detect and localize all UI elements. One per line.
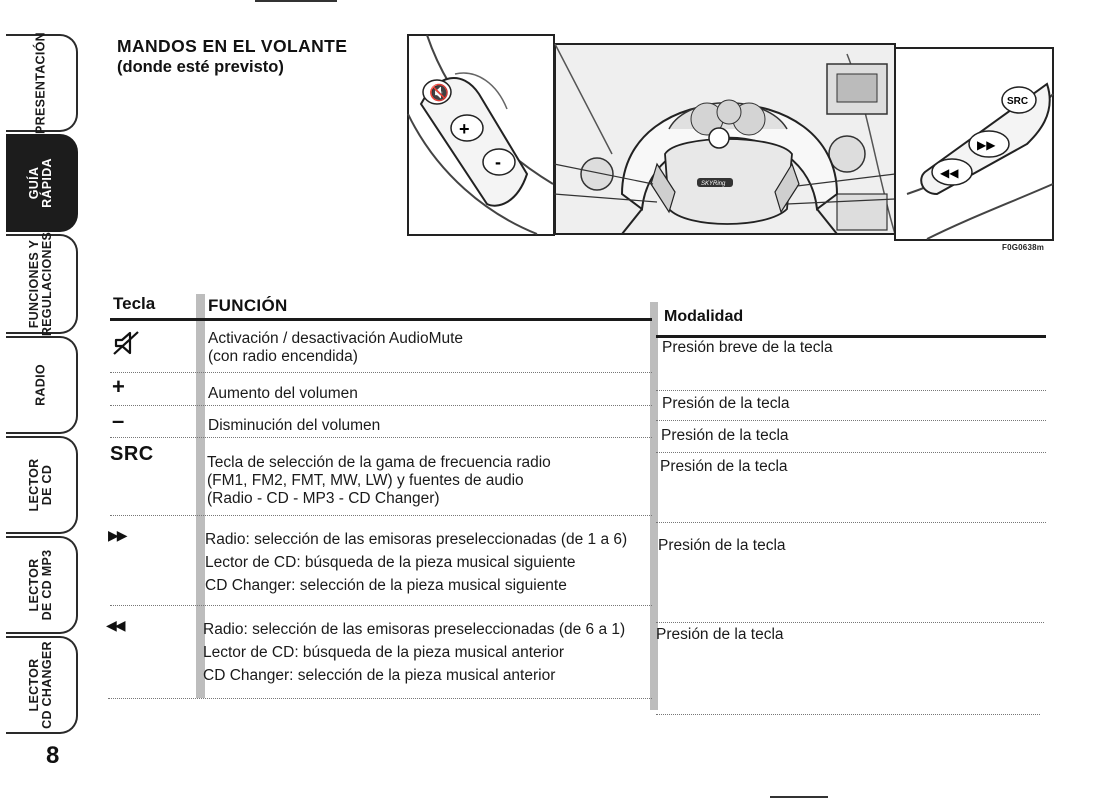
row-next-modalidad: Presión de la tecla [658,537,786,554]
page-number: 8 [46,742,60,769]
minus-label: - [495,152,501,172]
row-separator [110,405,652,406]
header-rule [110,318,652,321]
brand-label: SKYRing [701,181,726,187]
dashboard-view [555,44,895,234]
plus-label: + [459,119,470,139]
row-next-funcion-line: CD Changer: selección de la pieza musical siguiente [205,577,567,594]
row-minus-key: – [112,408,125,433]
row-separator [110,605,652,606]
row-prev-key: ◀◀ [106,618,124,634]
row-separator [110,437,652,438]
row-separator [110,372,652,373]
row-prev-funcion-line: Lector de CD: búsqueda de la pieza musical anterior [203,644,565,661]
row-mute-modalidad: Presión breve de la tecla [662,339,833,356]
modalidad-column-bar [650,302,658,710]
tab-guia-rapida-label: GUÍA RÁPIDA [27,158,54,208]
row-next-funcion-line: Lector de CD: búsqueda de la pieza musical siguiente [205,554,576,571]
next-label: ▶▶ [977,138,996,152]
row-src-modalidad: Presión de la tecla [660,458,788,475]
row-plus-funcion: Aumento del volumen [208,385,358,402]
row-mute-funcion [208,330,463,366]
tab-lector-cd-changer[interactable] [6,636,78,734]
tab-funciones-regulaciones-label: FUNCIONES Y REGULACIONES [27,231,54,337]
tab-lector-cd-label: LECTOR DE CD [27,458,54,512]
row-separator [108,698,652,699]
section-title: MANDOS EN EL VOLANTE [117,36,348,56]
row-mute-funcion-line: Activación / desactivación AudioMute [208,330,464,347]
tab-lector-cd-changer-label: LECTOR CD CHANGER [27,641,54,729]
section-subtitle: (donde esté previsto) [117,58,284,76]
row-next-key: ▶▶ [108,528,126,544]
mute-icon [112,330,140,356]
row-src-funcion [207,454,551,508]
header-modalidad: Modalidad [664,308,744,325]
row-src-funcion-line: (FM1, FM2, FMT, MW, LW) y fuentes de audio [207,472,524,489]
row-next-funcion-line: Radio: selección de las emisoras preseleccionadas (de 1 a 6) [205,531,628,548]
row-next-funcion [205,528,627,597]
header-tecla: Tecla [113,294,156,313]
left-controls-closeup [408,35,554,235]
row-separator [656,420,1046,421]
row-src-funcion-line: (Radio - CD - MP3 - CD Changer) [207,490,440,507]
tab-guia-rapida[interactable] [6,134,78,232]
steering-wheel-illustration [407,34,1055,246]
header-funcion: FUNCIÓN [208,296,288,315]
row-src-funcion-line: Tecla de selección de la gama de frecuencia radio [207,454,551,471]
tab-radio-label: RADIO [33,364,48,406]
row-plus-modalidad: Presión de la tecla [662,395,790,412]
row-separator [656,452,1046,453]
row-separator [656,390,1046,391]
row-separator [656,622,1044,623]
row-plus-key: + [112,374,125,399]
tab-radio[interactable] [6,336,78,434]
row-separator [656,522,1046,523]
figure-code: F0G0638m [1002,243,1045,252]
tab-presentacion-label: PRESENTACIÓN [33,32,48,134]
mute-icon: 🔇 [429,83,449,102]
row-separator [656,714,1040,715]
right-controls-closeup [895,48,1053,240]
row-prev-funcion-line: Radio: selección de las emisoras preseleccionadas (de 6 a 1) [203,621,626,638]
row-prev-funcion-line: CD Changer: selección de la pieza musical anterior [203,667,556,684]
bottom-edge-rule [770,796,828,798]
tab-lector-cd-mp3-label: LECTOR DE CD MP3 [27,549,54,621]
row-mute-funcion-line: (con radio encendida) [208,348,358,365]
row-minus-modalidad: Presión de la tecla [661,427,789,444]
row-src-key: SRC [110,443,154,465]
header-rule-modalidad [656,335,1046,338]
row-prev-funcion [203,618,625,687]
tab-funciones-regulaciones[interactable] [6,231,78,337]
row-prev-modalidad: Presión de la tecla [656,626,784,643]
prev-label: ◀◀ [940,166,959,180]
top-edge-rule [255,0,337,2]
tab-lector-cd-mp3[interactable] [6,536,78,634]
tab-presentacion[interactable] [6,34,78,132]
tab-lector-cd[interactable] [6,436,78,534]
src-label: SRC [1007,96,1029,107]
row-separator [110,515,652,516]
row-minus-funcion: Disminución del volumen [208,417,381,434]
